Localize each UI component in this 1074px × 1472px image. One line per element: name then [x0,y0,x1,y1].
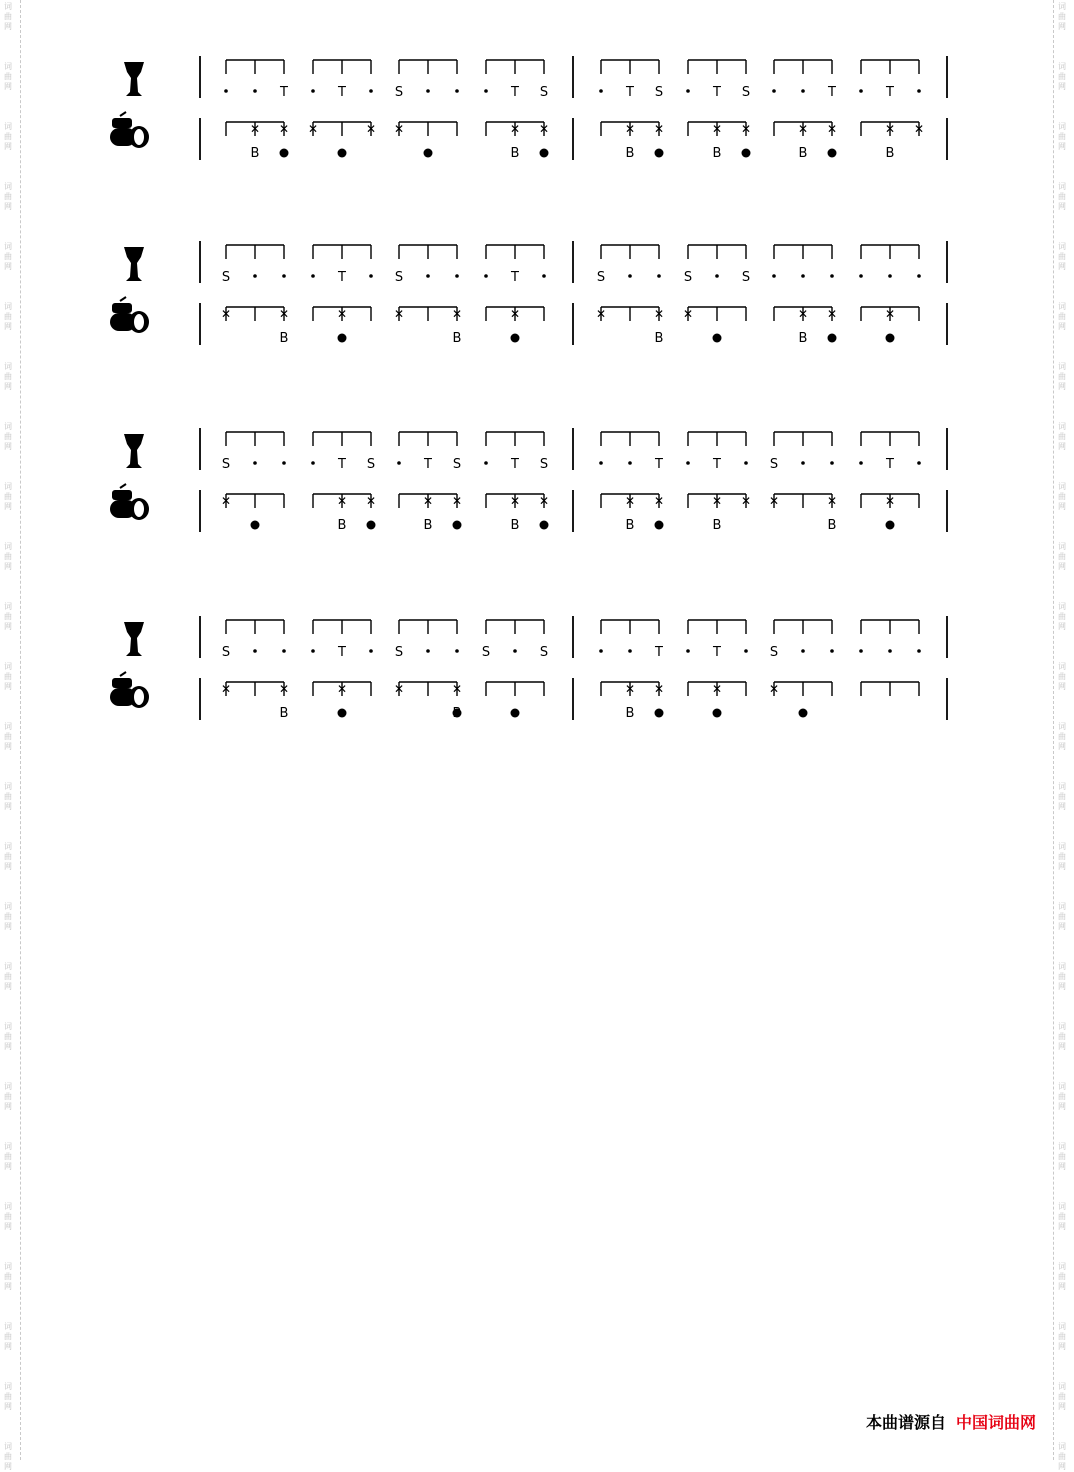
margin-watermark: 词 曲 网 [1058,962,1066,991]
djembe-icon [124,434,144,468]
rest-dot [830,274,834,278]
dunun-beat-group [774,494,832,508]
margin-watermark: 词 曲 网 [4,242,12,271]
bell-hit-x: ✕ [797,307,809,321]
rest-dot [253,89,257,93]
closed-stroke-dot [828,334,837,343]
rest-dot [859,89,863,93]
rest-dot [888,274,892,278]
bell-hit-x: ✕ [451,682,463,696]
djembe-beat-group [399,620,457,634]
rest-dot [830,649,834,653]
djembe-stroke-t: T [424,457,432,472]
dunun-beat-group [226,494,284,508]
margin-watermark: 词 曲 网 [4,1142,12,1171]
rest-dot [917,461,921,465]
rest-dot [772,274,776,278]
rest-dot [426,89,430,93]
bell-hit-x: ✕ [220,682,232,696]
dunun-beat-group [861,682,919,696]
bass-stroke-b: B [279,331,289,346]
closed-stroke-dot [367,521,376,530]
dunun-beat-group [688,307,746,321]
bass-stroke-b: B [885,146,895,161]
rest-dot [599,649,603,653]
bell-hit-x: ✕ [711,122,723,136]
margin-watermark: 词 曲 网 [4,422,12,451]
rest-dot [542,274,546,278]
margin-watermark: 词 曲 网 [4,1202,12,1231]
closed-stroke-dot [424,149,433,158]
rest-dot [628,649,632,653]
rest-dot [282,274,286,278]
source-site-name: 中国词曲网 [955,1413,1036,1432]
bell-hit-x: ✕ [884,307,896,321]
closed-stroke-dot [453,521,462,530]
djembe-icon [124,247,144,281]
rest-dot [801,89,805,93]
djembe-beat-group [861,620,919,634]
margin-watermark: 词 曲 网 [1058,902,1066,931]
djembe-stroke-s: S [394,270,404,285]
djembe-stroke-t: T [828,85,836,100]
margin-watermark: 词 曲 网 [1058,1022,1066,1051]
djembe-stroke-t: T [655,645,663,660]
bell-hit-x: ✕ [249,122,261,136]
margin-watermark: 词 曲 网 [1058,1142,1066,1171]
bass-stroke-b: B [625,146,635,161]
djembe-stroke-s: S [394,645,404,660]
bell-hit-x: ✕ [711,494,723,508]
rest-dot [484,274,488,278]
rest-dot [484,461,488,465]
bell-hit-x: ✕ [365,494,377,508]
closed-stroke-dot [828,149,837,158]
bell-hit-x: ✕ [393,682,405,696]
bell-hit-x: ✕ [451,494,463,508]
closed-stroke-dot [886,334,895,343]
djembe-beat-group [688,620,746,634]
bass-stroke-b: B [279,706,289,721]
dunun-beat-group [399,307,457,321]
rest-dot [253,274,257,278]
bass-stroke-b: B [423,518,433,533]
bell-hit-x: ✕ [740,494,752,508]
rest-dot [397,461,401,465]
djembe-stroke-s: S [769,645,779,660]
bell-hit-x: ✕ [538,122,550,136]
djembe-stroke-t: T [511,85,519,100]
djembe-stroke-s: S [741,85,751,100]
bell-hit-x: ✕ [220,307,232,321]
djembe-beat-group [774,60,832,74]
rest-dot [455,649,459,653]
djembe-beat-group [226,432,284,446]
bell-hit-x: ✕ [768,682,780,696]
djembe-stroke-t: T [511,270,519,285]
bass-stroke-b: B [510,518,520,533]
djembe-beat-group [861,432,919,446]
djembe-stroke-s: S [596,270,606,285]
bell-hit-x: ✕ [336,494,348,508]
margin-watermark: 词 曲 网 [4,962,12,991]
margin-watermark: 词 曲 网 [1058,362,1066,391]
djembe-stroke-s: S [366,457,376,472]
closed-stroke-dot [540,521,549,530]
bell-hit-x: ✕ [278,307,290,321]
closed-stroke-dot [251,521,260,530]
margin-watermark: 词 曲 网 [1058,842,1066,871]
bell-hit-x: ✕ [422,494,434,508]
margin-watermark: 词 曲 网 [1058,542,1066,571]
closed-stroke-dot [742,149,751,158]
bass-stroke-b: B [654,331,664,346]
bass-stroke-b: B [337,518,347,533]
djembe-stroke-t: T [713,85,721,100]
margin-watermark: 词 曲 网 [4,362,12,391]
closed-stroke-dot [338,334,347,343]
margin-watermark: 词 曲 网 [1058,62,1066,91]
rest-dot [917,89,921,93]
dunun-drums-icon [110,484,149,520]
closed-stroke-dot [511,709,520,718]
margin-watermark: 词 曲 网 [4,1082,12,1111]
djembe-stroke-t: T [511,457,519,472]
rest-dot [426,649,430,653]
bell-hit-x: ✕ [307,122,319,136]
bell-hit-x: ✕ [538,494,550,508]
rest-dot [599,461,603,465]
djembe-beat-group [313,620,371,634]
rest-dot [772,89,776,93]
closed-stroke-dot [338,149,347,158]
bell-hit-x: ✕ [451,307,463,321]
bell-hit-x: ✕ [653,682,665,696]
djembe-beat-group [399,432,457,446]
margin-watermark: 词 曲 网 [1058,662,1066,691]
djembe-stroke-t: T [713,457,721,472]
djembe-stroke-t: T [655,457,663,472]
djembe-stroke-s: S [394,85,404,100]
margin-watermark: 词 曲 网 [1058,122,1066,151]
rest-dot [859,461,863,465]
bell-hit-x: ✕ [393,122,405,136]
dunun-beat-group [601,307,659,321]
rest-dot [484,89,488,93]
margin-watermark: 词 曲 网 [4,1322,12,1351]
djembe-beat-group [688,245,746,259]
bell-hit-x: ✕ [653,494,665,508]
bass-stroke-b: B [625,518,635,533]
bass-stroke-b: B [712,518,722,533]
bass-stroke-b: B [250,146,260,161]
bell-hit-x: ✕ [884,122,896,136]
closed-stroke-dot [511,334,520,343]
margin-watermark: 词 曲 网 [4,182,12,211]
rest-dot [282,461,286,465]
margin-watermark: 词 曲 网 [1058,1382,1066,1411]
bell-hit-x: ✕ [797,122,809,136]
rest-dot [744,649,748,653]
margin-watermark: 词 曲 网 [4,542,12,571]
djembe-beat-group [601,245,659,259]
djembe-stroke-t: T [886,85,894,100]
dunun-beat-group [226,307,284,321]
rest-dot [859,649,863,653]
closed-stroke-dot [713,334,722,343]
dunun-beat-group [486,682,544,696]
bell-hit-x: ✕ [682,307,694,321]
bell-hit-x: ✕ [595,307,607,321]
djembe-stroke-t: T [338,645,346,660]
margin-watermark: 词 曲 网 [1058,482,1066,511]
djembe-stroke-t: T [280,85,288,100]
rest-dot [369,89,373,93]
rest-dot [253,649,257,653]
dunun-beat-group [226,682,284,696]
margin-watermark: 词 曲 网 [4,62,12,91]
djembe-beat-group [313,60,371,74]
margin-watermark: 词 曲 网 [4,662,12,691]
bell-hit-x: ✕ [278,122,290,136]
djembe-beat-group [601,60,659,74]
closed-stroke-dot [799,709,808,718]
bell-hit-x: ✕ [884,494,896,508]
djembe-stroke-t: T [338,270,346,285]
bass-stroke-b: B [625,706,635,721]
rest-dot [801,274,805,278]
djembe-beat-group [601,432,659,446]
bell-hit-x: ✕ [826,494,838,508]
closed-stroke-dot [453,709,462,718]
djembe-stroke-s: S [221,270,231,285]
djembe-stroke-t: T [626,85,634,100]
bass-stroke-b: B [798,331,808,346]
djembe-icon [124,62,144,96]
closed-stroke-dot [886,521,895,530]
rest-dot [282,649,286,653]
source-credit [866,1410,1036,1433]
djembe-stroke-s: S [481,645,491,660]
dunun-beat-group [774,682,832,696]
margin-watermark: 词 曲 网 [4,602,12,631]
bass-stroke-b: B [827,518,837,533]
rest-dot [369,649,373,653]
dunun-drums-icon [110,112,149,148]
djembe-beat-group [486,245,544,259]
djembe-stroke-s: S [539,85,549,100]
margin-watermark: 词 曲 网 [1058,1442,1066,1471]
bell-hit-x: ✕ [711,682,723,696]
margin-watermark: 词 曲 网 [4,1262,12,1291]
rest-dot [801,461,805,465]
dunun-drums-icon [110,297,149,333]
margin-watermark: 词 曲 网 [4,782,12,811]
bell-hit-x: ✕ [624,682,636,696]
margin-watermark: 词 曲 网 [1058,1202,1066,1231]
bell-hit-x: ✕ [768,494,780,508]
closed-stroke-dot [655,709,664,718]
djembe-stroke-s: S [741,270,751,285]
bell-hit-x: ✕ [220,494,232,508]
margin-watermark: 词 曲 网 [4,1382,12,1411]
margin-watermark: 词 曲 网 [4,122,12,151]
dunun-beat-group [399,682,457,696]
djembe-stroke-s: S [654,85,664,100]
bass-stroke-b: B [712,146,722,161]
bell-hit-x: ✕ [393,307,405,321]
bell-hit-x: ✕ [509,122,521,136]
djembe-stroke-t: T [713,645,721,660]
margin-watermark: 词 曲 网 [1058,182,1066,211]
rest-dot [628,274,632,278]
rest-dot [513,649,517,653]
djembe-beat-group [486,60,544,74]
margin-watermark: 词 曲 网 [4,302,12,331]
rest-dot [311,649,315,653]
djembe-beat-group [861,245,919,259]
margin-watermark: 词 曲 网 [1058,1262,1066,1291]
margin-watermark: 词 曲 网 [4,902,12,931]
source-label: 本曲谱源自 [865,1413,946,1432]
rest-dot [426,274,430,278]
bass-stroke-b: B [798,146,808,161]
closed-stroke-dot [655,521,664,530]
bell-hit-x: ✕ [336,307,348,321]
closed-stroke-dot [280,149,289,158]
djembe-icon [124,622,144,656]
rest-dot [311,274,315,278]
djembe-beat-group [226,60,284,74]
djembe-beat-group [774,620,832,634]
rest-dot [801,649,805,653]
djembe-beat-group [486,620,544,634]
bell-hit-x: ✕ [826,307,838,321]
bell-hit-x: ✕ [624,494,636,508]
rest-dot [224,89,228,93]
djembe-beat-group [774,245,832,259]
rest-dot [917,649,921,653]
margin-watermark: 词 曲 网 [4,1442,12,1471]
djembe-beat-group [226,245,284,259]
margin-watermark: 词 曲 网 [1058,242,1066,271]
bell-hit-x: ✕ [653,307,665,321]
djembe-beat-group [861,60,919,74]
rest-dot [657,274,661,278]
dunun-drums-icon [110,672,149,708]
closed-stroke-dot [540,149,549,158]
djembe-stroke-t: T [886,457,894,472]
rest-dot [859,274,863,278]
margin-watermark: 词 曲 网 [1058,2,1066,31]
rest-dot [917,274,921,278]
margin-watermark: 词 曲 网 [1058,1082,1066,1111]
djembe-beat-group [399,245,457,259]
djembe-stroke-s: S [221,457,231,472]
rest-dot [311,461,315,465]
rest-dot [715,274,719,278]
djembe-stroke-t: T [338,457,346,472]
djembe-stroke-s: S [683,270,693,285]
dunun-beat-group [399,122,457,136]
djembe-stroke-s: S [221,645,231,660]
bass-stroke-b: B [510,146,520,161]
djembe-beat-group [313,432,371,446]
margin-watermark: 词 曲 网 [1058,602,1066,631]
djembe-stroke-s: S [769,457,779,472]
margin-watermark: 词 曲 网 [1058,722,1066,751]
bell-hit-x: ✕ [826,122,838,136]
rest-dot [628,461,632,465]
djembe-beat-group [313,245,371,259]
bell-hit-x: ✕ [336,682,348,696]
bell-hit-x: ✕ [653,122,665,136]
djembe-beat-group [226,620,284,634]
rest-dot [253,461,257,465]
margin-watermark: 词 曲 网 [1058,1322,1066,1351]
closed-stroke-dot [338,709,347,718]
bell-hit-x: ✕ [509,494,521,508]
margin-watermark: 词 曲 网 [4,842,12,871]
rest-dot [830,461,834,465]
bass-stroke-b: B [452,331,462,346]
djembe-beat-group [399,60,457,74]
margin-watermark: 词 曲 网 [4,2,12,31]
djembe-stroke-s: S [539,457,549,472]
bell-hit-x: ✕ [740,122,752,136]
djembe-beat-group [601,620,659,634]
rest-dot [369,274,373,278]
djembe-beat-group [688,432,746,446]
bell-hit-x: ✕ [365,122,377,136]
closed-stroke-dot [655,149,664,158]
djembe-beat-group [486,432,544,446]
margin-watermark: 词 曲 网 [4,722,12,751]
bell-hit-x: ✕ [509,307,521,321]
margin-watermark: 词 曲 网 [1058,782,1066,811]
rest-dot [686,461,690,465]
bell-hit-x: ✕ [624,122,636,136]
rest-dot [686,649,690,653]
djembe-stroke-s: S [539,645,549,660]
rest-dot [599,89,603,93]
rest-dot [888,649,892,653]
djembe-stroke-t: T [338,85,346,100]
rest-dot [744,461,748,465]
rest-dot [311,89,315,93]
margin-watermark: 词 曲 网 [4,1022,12,1051]
djembe-stroke-s: S [452,457,462,472]
margin-watermark: 词 曲 网 [4,482,12,511]
dunun-beat-group [313,122,371,136]
rest-dot [455,89,459,93]
margin-watermark: 词 曲 网 [1058,422,1066,451]
closed-stroke-dot [713,709,722,718]
margin-watermark: 词 曲 网 [1058,302,1066,331]
rest-dot [455,274,459,278]
bell-hit-x: ✕ [913,122,925,136]
djembe-beat-group [688,60,746,74]
bell-hit-x: ✕ [278,682,290,696]
rest-dot [686,89,690,93]
djembe-beat-group [774,432,832,446]
